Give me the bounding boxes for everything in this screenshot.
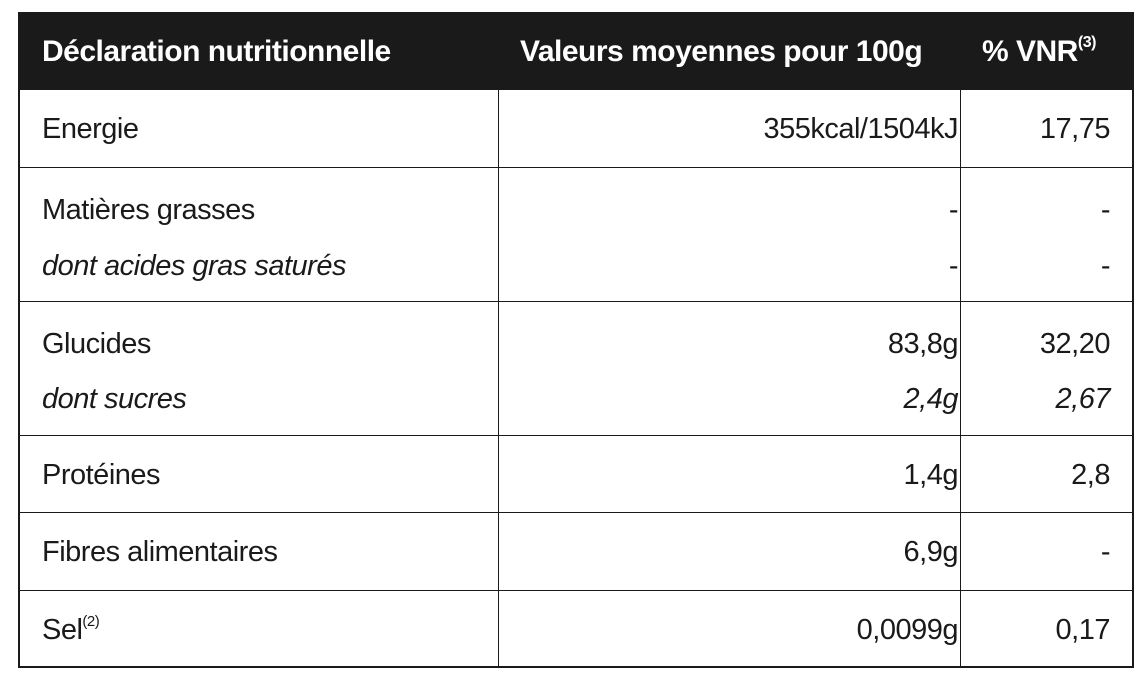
row-proteines-vnr: 2,8 [1071, 459, 1110, 491]
row-acides-gras-satures-label: dont acides gras saturés [42, 250, 346, 282]
row-proteines-value: 1,4g [903, 459, 958, 491]
row-fibres-label: Fibres alimentaires [42, 536, 278, 568]
header-vnr-footnote: (3) [1077, 34, 1096, 51]
row-sel-value: 0,0099g [856, 614, 958, 646]
row-energie-vnr: 17,75 [1039, 113, 1110, 145]
row-matieres-grasses-label: Matières grasses [42, 194, 255, 226]
row-divider-1 [20, 167, 1132, 168]
row-fibres-value: 6,9g [903, 536, 958, 568]
row-energie-label: Energie [42, 113, 139, 145]
row-sel-label [42, 612, 99, 648]
header-label-text: Déclaration nutritionnelle [42, 35, 391, 68]
row-sucres-value: 2,4g [903, 383, 958, 415]
row-glucides-label: Glucides [42, 328, 151, 360]
row-glucides-vnr: 32,20 [1039, 328, 1110, 360]
header-value-text: Valeurs moyennes pour 100g [520, 35, 923, 68]
row-divider-2 [20, 301, 1132, 302]
row-fibres-vnr: - [1100, 536, 1110, 568]
row-divider-3 [20, 435, 1132, 436]
row-sucres-label: dont sucres [42, 383, 187, 415]
row-glucides-value: 83,8g [887, 328, 958, 360]
row-divider-5 [20, 590, 1132, 591]
row-matieres-grasses-value: - [948, 194, 958, 226]
row-sel-label-text: Sel [42, 614, 83, 646]
row-acides-gras-satures-value: - [948, 250, 958, 282]
header-vnr-column [982, 14, 1096, 90]
row-sel-vnr: 0,17 [1055, 614, 1110, 646]
row-acides-gras-satures-vnr: - [1100, 250, 1110, 282]
row-matieres-grasses-vnr: - [1100, 194, 1110, 226]
nutrition-table [18, 12, 1134, 668]
row-sucres-vnr: 2,67 [1055, 383, 1110, 415]
header-vnr-text: % VNR [982, 35, 1078, 68]
row-sel-footnote: (2) [82, 613, 100, 630]
row-energie-value: 355kcal/1504kJ [763, 113, 958, 145]
row-proteines-label: Protéines [42, 459, 161, 491]
table-header [20, 14, 1132, 90]
column-divider-1 [498, 90, 499, 666]
row-divider-4 [20, 512, 1132, 513]
header-value-column [520, 14, 922, 90]
header-label-column [42, 14, 391, 90]
column-divider-2 [960, 90, 961, 666]
